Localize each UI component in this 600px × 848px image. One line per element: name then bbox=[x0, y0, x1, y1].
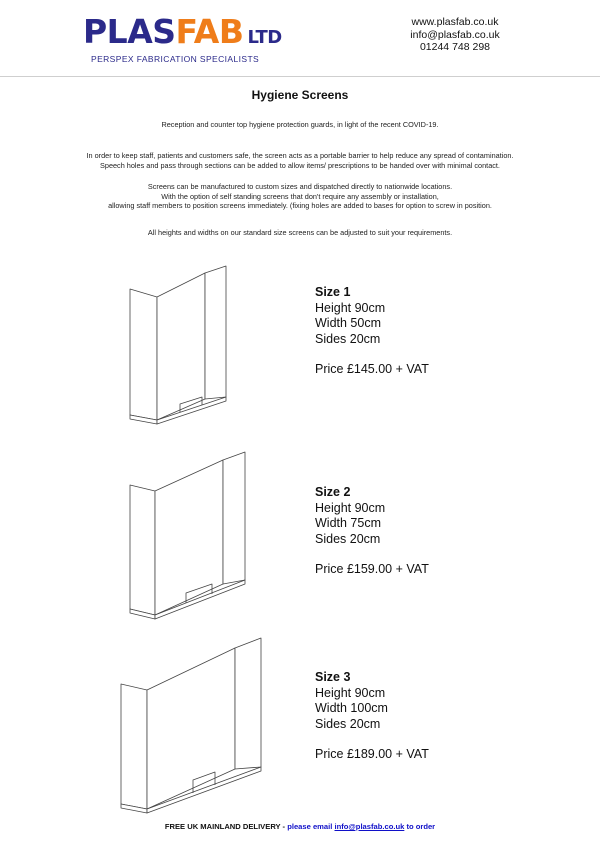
footer-delivery-text: FREE UK MAINLAND DELIVERY - bbox=[164, 822, 288, 831]
specs-size-2 bbox=[315, 485, 429, 578]
screen-illustration-size-1 bbox=[0, 260, 600, 430]
sides-spec: Sides 20cm bbox=[315, 531, 381, 546]
intro-paragraph-1 bbox=[0, 120, 600, 130]
intro-line: Reception and counter top hygiene protection guards, in light of the recent COVID-19. bbox=[161, 120, 439, 129]
price: Price £189.00 + VAT bbox=[315, 747, 429, 761]
footer-email-link[interactable]: info@plasfab.co.uk bbox=[334, 822, 405, 831]
footer-email-prompt: please email bbox=[287, 822, 335, 831]
width-spec: Width 50cm bbox=[315, 316, 381, 330]
page-title: Hygiene Screens bbox=[251, 88, 349, 102]
height-spec: Height 90cm bbox=[315, 685, 386, 700]
size-label: Size 2 bbox=[315, 485, 351, 499]
email-link[interactable]: info@plasfab.co.uk bbox=[410, 28, 500, 41]
size-label: Size 1 bbox=[315, 285, 351, 299]
height-spec: Height 90cm bbox=[315, 500, 386, 515]
width-spec: Width 75cm bbox=[315, 516, 381, 530]
intro-paragraph-2 bbox=[0, 151, 600, 170]
footer-order-text: to order bbox=[404, 822, 436, 831]
intro-line: Screens can be manufactured to custom sizes and dispatched directly to nationwide locations. bbox=[147, 182, 453, 191]
company-logo bbox=[83, 14, 282, 64]
intro-line: With the option of self standing screens that don't require any assembly or installation, bbox=[161, 191, 439, 201]
sides-spec: Sides 20cm bbox=[315, 716, 381, 731]
intro-paragraph-3 bbox=[0, 182, 600, 211]
width-spec: Width 100cm bbox=[315, 701, 388, 715]
specs-size-1 bbox=[315, 285, 429, 378]
price: Price £159.00 + VAT bbox=[315, 562, 429, 576]
logo-plas: PLAS bbox=[83, 12, 176, 51]
intro-line: In order to keep staff, patients and customers safe, the screen acts as a portable barrier to help reduce any spread of contamination. bbox=[86, 151, 514, 160]
product-size-3 bbox=[0, 630, 600, 780]
screen-illustration-size-3 bbox=[0, 630, 600, 820]
sides-spec: Sides 20cm bbox=[315, 331, 381, 346]
page-header bbox=[0, 0, 600, 77]
logo-tagline: PERSPEX FABRICATION SPECIALISTS bbox=[91, 54, 260, 64]
size-label: Size 3 bbox=[315, 670, 351, 684]
screen-illustration-size-2 bbox=[0, 440, 600, 630]
contact-block bbox=[392, 16, 518, 54]
logo-fab: FAB bbox=[175, 12, 244, 51]
product-size-1 bbox=[0, 260, 600, 410]
website-link[interactable]: www.plasfab.co.uk bbox=[411, 16, 499, 28]
intro-line: Speech holes and pass through sections can be added to allow items/ prescriptions to be handed over with minimal contact. bbox=[100, 160, 500, 170]
logo-ltd: LTD bbox=[247, 27, 282, 48]
product-size-2 bbox=[0, 440, 600, 590]
delivery-footer bbox=[0, 822, 600, 831]
specs-size-3 bbox=[315, 670, 429, 763]
intro-paragraph-4 bbox=[0, 228, 600, 238]
price: Price £145.00 + VAT bbox=[315, 362, 429, 376]
intro-line: All heights and widths on our standard size screens can be adjusted to suit your requirements. bbox=[147, 228, 453, 237]
intro-line: allowing staff members to position screens immediately. (fixing holes are added to bases for option to screw in position. bbox=[108, 201, 492, 210]
logo-wordmark bbox=[83, 14, 282, 56]
height-spec: Height 90cm bbox=[315, 300, 386, 315]
phone-number: 01244 748 298 bbox=[419, 41, 491, 53]
